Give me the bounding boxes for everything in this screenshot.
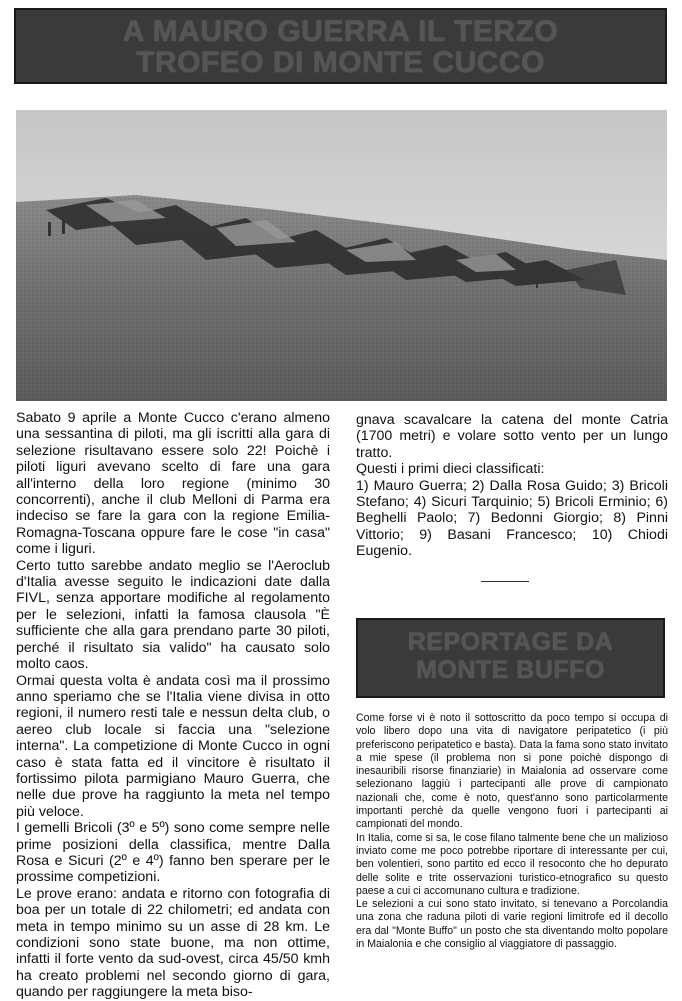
ranking-intro: Questi i primi dieci classificati: [356,461,545,478]
article-title: A MAURO GUERRA IL TERZO TROFEO DI MONTE CUCCO [122,15,559,79]
reportage-paragraph: In Italia, come si sa, le cose filano talmente bene che un malizioso inviato come me poco potrebbe riportare di interessante per cui, ben volentieri, sono partito ed ecco il resoconto che ho depurato delle solite e trite osservazioni turistico-etnografico su questo paese a cui ci accomunano cultura e tradizione. [356,831,668,897]
article-left-column [16,410,330,1001]
reportage-paragraph: Come forse vi è noto il sottoscritto da poco tempo si occupa di volo libero dopo una vita di navigatore peripatetico (i più preferiscono peripatetico e basta). Data la fama sono stato invitato a mie spese (il problema non si pone poichè dispongo di inesauribili risorse finanziarie) in Maialonia ad osservare come selezionano laggiù i partecipanti alle prove di campionato nazionali che, come è noto, quest'anno sono particolarmente importanti perchè da quelle vengono fuori i partecipanti ai campionati del mondo. [356,712,668,831]
ranking-list: 1) Mauro Guerra; 2) Dalla Rosa Guido; 3) Bricoli Stefano; 4) Sicuri Tarquinio; 5) Bricoli Erminio; 6) Beghelli Paolo; 7) Bedonni Giorgio; 8) Pinni Vittorio; 9) Basani Francesco; 10) Chiodi Eugenio. [356,477,668,560]
reportage-title: REPORTAGE DA MONTE BUFFO [407,628,614,684]
section-divider [481,581,529,582]
article-paragraph: Sabato 9 aprile a Monte Cucco c'erano almeno una sessantina di piloti, ma gli iscritti alla gara di selezione risultavano essere solo 22! Poichè i piloti liguri avevano scelto di fare una gara all'interno della loro regione (minimo 30 concorrenti), anche il club Melloni di Parma era indeciso se fare la gara con la regione Emilia-Romagna-Toscana oppure fare le cose "in casa" come i liguri. [16,410,330,558]
reportage-article [356,712,668,951]
article-paragraph: Le prove erano: andata e ritorno con fotografia di boa per un totale di 22 chilometri; ed andata con meta in tempo minimo su un asse di 28 km. Le condizioni sono state buone, ma non ottime, infatti il forte vento da sud-ovest, circa 45/50 kmh ha creato problemi nel secondo giorno di gara, quando per raggiungere la meta biso- [16,885,330,1001]
article-paragraph: I gemelli Bricoli (3º e 5º) sono come sempre nelle prime posizioni della classifica, mentre Dalla Rosa e Sicuri (2º e 4º) fanno ben sperare per le prossime competizioni. [16,820,330,886]
article-title-banner [14,8,667,84]
reportage-paragraph: Le selezioni a cui sono stato invitato, si tenevano a Porcolandia una zona che raduna piloti di varie regioni limitrofe ed il decollo era dal "Monte Buffo" un posto che sta diventando molto popolare in Maialonia e che consiglio al viaggiatore di passaggio. [356,898,668,951]
reportage-title-banner [356,618,665,698]
article-paragraph: Certo tutto sarebbe andato meglio se l'Aeroclub d'Italia avesse seguito le indicazioni date dalla FIVL, senza apportare modifiche al regolamento per le selezioni, infatti la famosa clausola "È sufficiente che alla gara prendano parte 30 piloti, perché il risultato sia valido" ha causato solo molto caos. [16,557,330,673]
article-paragraph: gnava scavalcare la catena del monte Catria (1700 metri) e volare sotto vento per un lungo tratto. [356,412,668,461]
article-paragraph: Ormai questa volta è andata così ma il prossimo anno speriamo che se l'Italia viene divisa in otto regioni, il numero resti tale e nessun delta club, o aereo club locale si faccia una "selezione interna". La competizione di Monte Cucco in ogni caso è stata fatta ed il vincitore è risultato il fortissimo pilota parmigiano Mauro Guerra, che nelle due prove ha raggiunto la meta nel tempo più veloce. [16,672,330,820]
hang-gliders-photo [16,110,667,401]
article-right-column [356,412,668,560]
